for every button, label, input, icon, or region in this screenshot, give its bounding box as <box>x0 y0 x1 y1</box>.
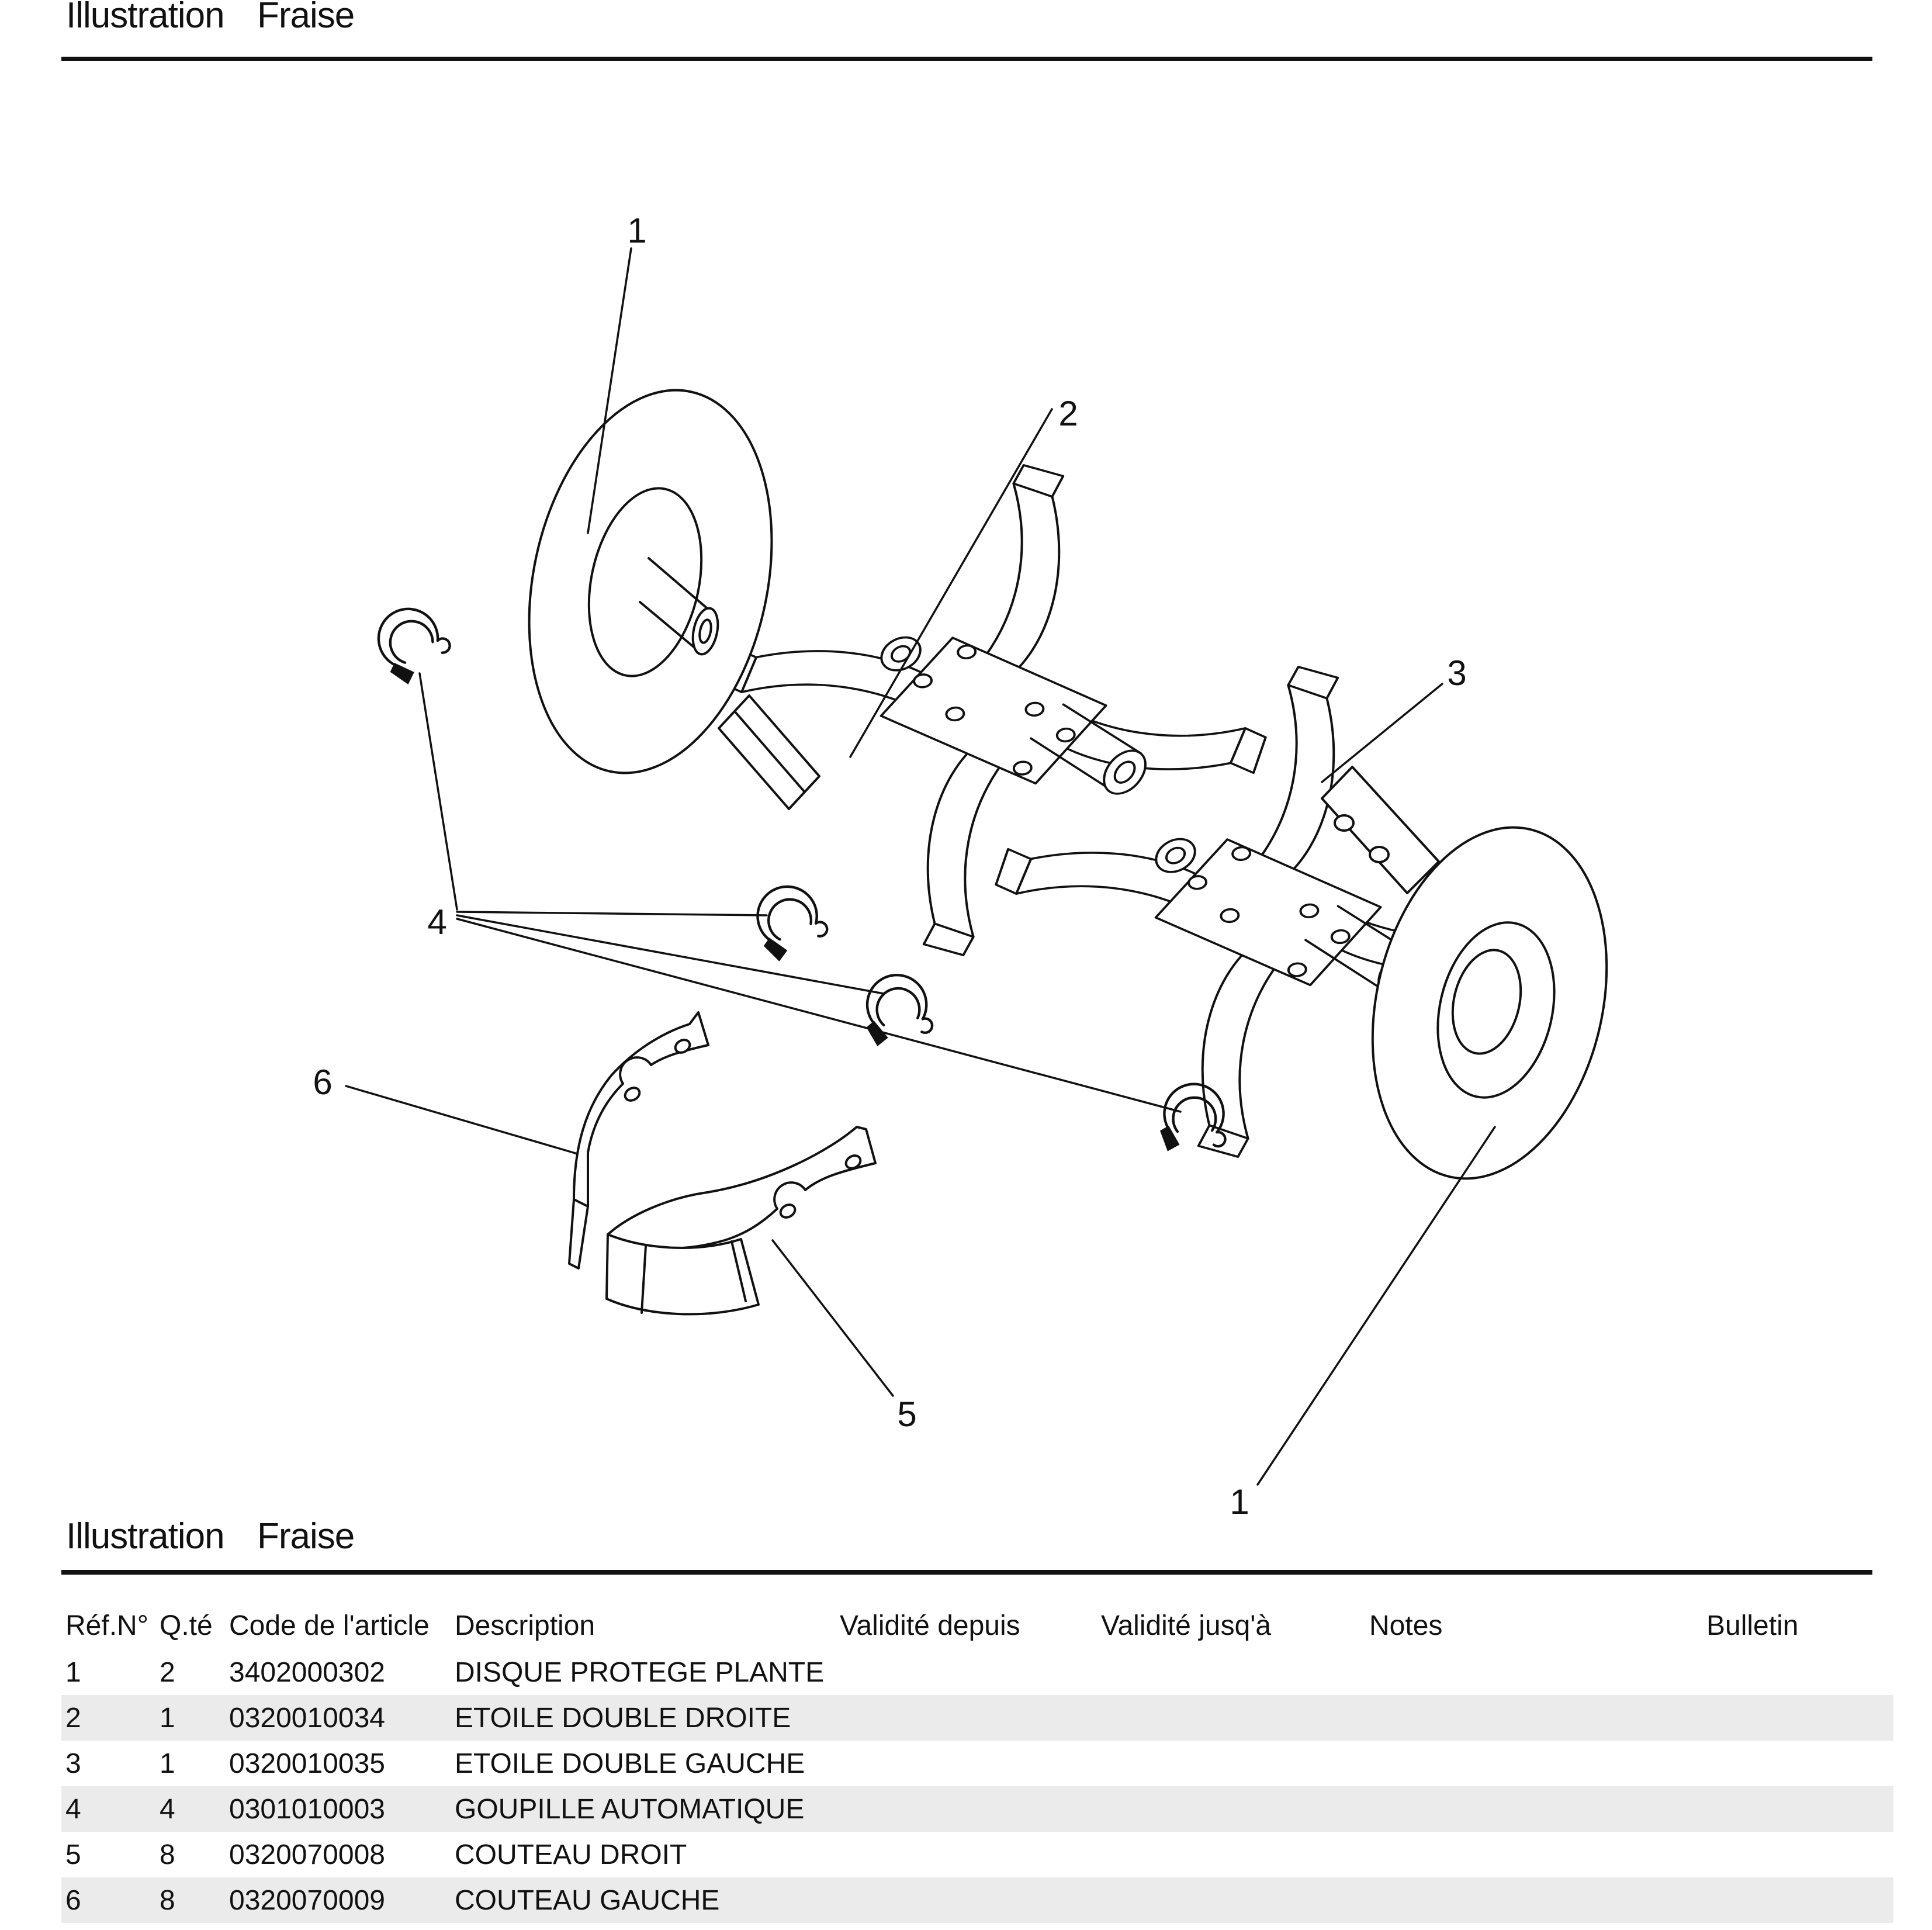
table-row <box>61 1877 1893 1923</box>
parts-table <box>61 1602 1893 1923</box>
callout-5-label: 5 <box>897 1395 917 1434</box>
table-row <box>61 1695 1893 1741</box>
callout-1-top-label: 1 <box>627 211 647 250</box>
table-header-row <box>61 1602 1893 1649</box>
code-cell: 0320010035 <box>229 1748 385 1779</box>
callout-4-label: 4 <box>427 902 447 942</box>
table-row <box>61 1741 1893 1786</box>
ref-cell: 3 <box>65 1748 81 1779</box>
ref-cell: 1 <box>65 1656 81 1688</box>
qty-cell: 1 <box>160 1702 175 1734</box>
table-row <box>61 1649 1893 1695</box>
col-header-valid-from: Validité depuis <box>840 1610 1020 1641</box>
description-cell: GOUPILLE AUTOMATIQUE <box>455 1793 805 1825</box>
table-title: Illustration Fraise <box>66 1516 355 1557</box>
description-cell: ETOILE DOUBLE DROITE <box>455 1702 791 1734</box>
ref-cell: 6 <box>65 1884 81 1916</box>
description-cell: COUTEAU DROIT <box>455 1839 687 1870</box>
page-title: Illustration Fraise <box>66 0 355 36</box>
leader-line-3 <box>1322 684 1442 782</box>
leader-line-1-bottom <box>1258 1127 1495 1485</box>
qty-cell: 2 <box>160 1656 175 1688</box>
leader-line-4a <box>420 673 457 909</box>
leader-line-4c <box>457 915 884 994</box>
col-header-qty: Q.té <box>160 1610 213 1641</box>
code-cell: 0320070009 <box>229 1884 385 1916</box>
ref-cell: 4 <box>65 1793 81 1825</box>
r-clip-3 <box>860 970 940 1055</box>
col-header-valid-to: Validité jusq'à <box>1101 1610 1272 1641</box>
col-header-ref: Réf.N° <box>65 1610 148 1641</box>
table-divider <box>61 1570 1872 1575</box>
leader-line-6 <box>346 1086 577 1154</box>
r-clip-1 <box>372 600 457 689</box>
code-cell: 3402000302 <box>229 1656 385 1688</box>
ref-cell: 5 <box>65 1839 81 1870</box>
leader-line-4d <box>457 919 1180 1112</box>
code-cell: 0320010034 <box>229 1702 385 1734</box>
col-header-notes: Notes <box>1369 1610 1443 1641</box>
ref-cell: 2 <box>65 1702 81 1734</box>
callout-1-bottom-label: 1 <box>1230 1482 1249 1520</box>
code-cell: 0301010003 <box>229 1793 385 1825</box>
col-header-code: Code de l'article <box>229 1610 430 1641</box>
description-cell: DISQUE PROTEGE PLANTE <box>455 1656 825 1688</box>
leader-line-5 <box>773 1240 893 1396</box>
axle-shaft-right <box>1322 767 1439 893</box>
leader-line-4b <box>457 912 767 915</box>
table-row <box>61 1786 1893 1832</box>
description-cell: COUTEAU GAUCHE <box>455 1884 720 1916</box>
col-header-description: Description <box>455 1610 595 1641</box>
qty-cell: 8 <box>160 1884 175 1916</box>
qty-cell: 8 <box>160 1839 175 1870</box>
col-header-bulletin: Bulletin <box>1706 1610 1799 1641</box>
code-cell: 0320070008 <box>229 1839 385 1870</box>
axle-shaft-left <box>719 696 819 809</box>
table-row <box>61 1832 1893 1877</box>
qty-cell: 1 <box>160 1748 175 1779</box>
description-cell: ETOILE DOUBLE GAUCHE <box>455 1748 805 1779</box>
qty-cell: 4 <box>160 1793 175 1825</box>
r-clip-2 <box>755 883 829 963</box>
right-knife <box>607 1127 875 1314</box>
callout-6-label: 6 <box>313 1063 333 1102</box>
callout-3-label: 3 <box>1447 653 1467 693</box>
callout-2-label: 2 <box>1058 394 1078 433</box>
